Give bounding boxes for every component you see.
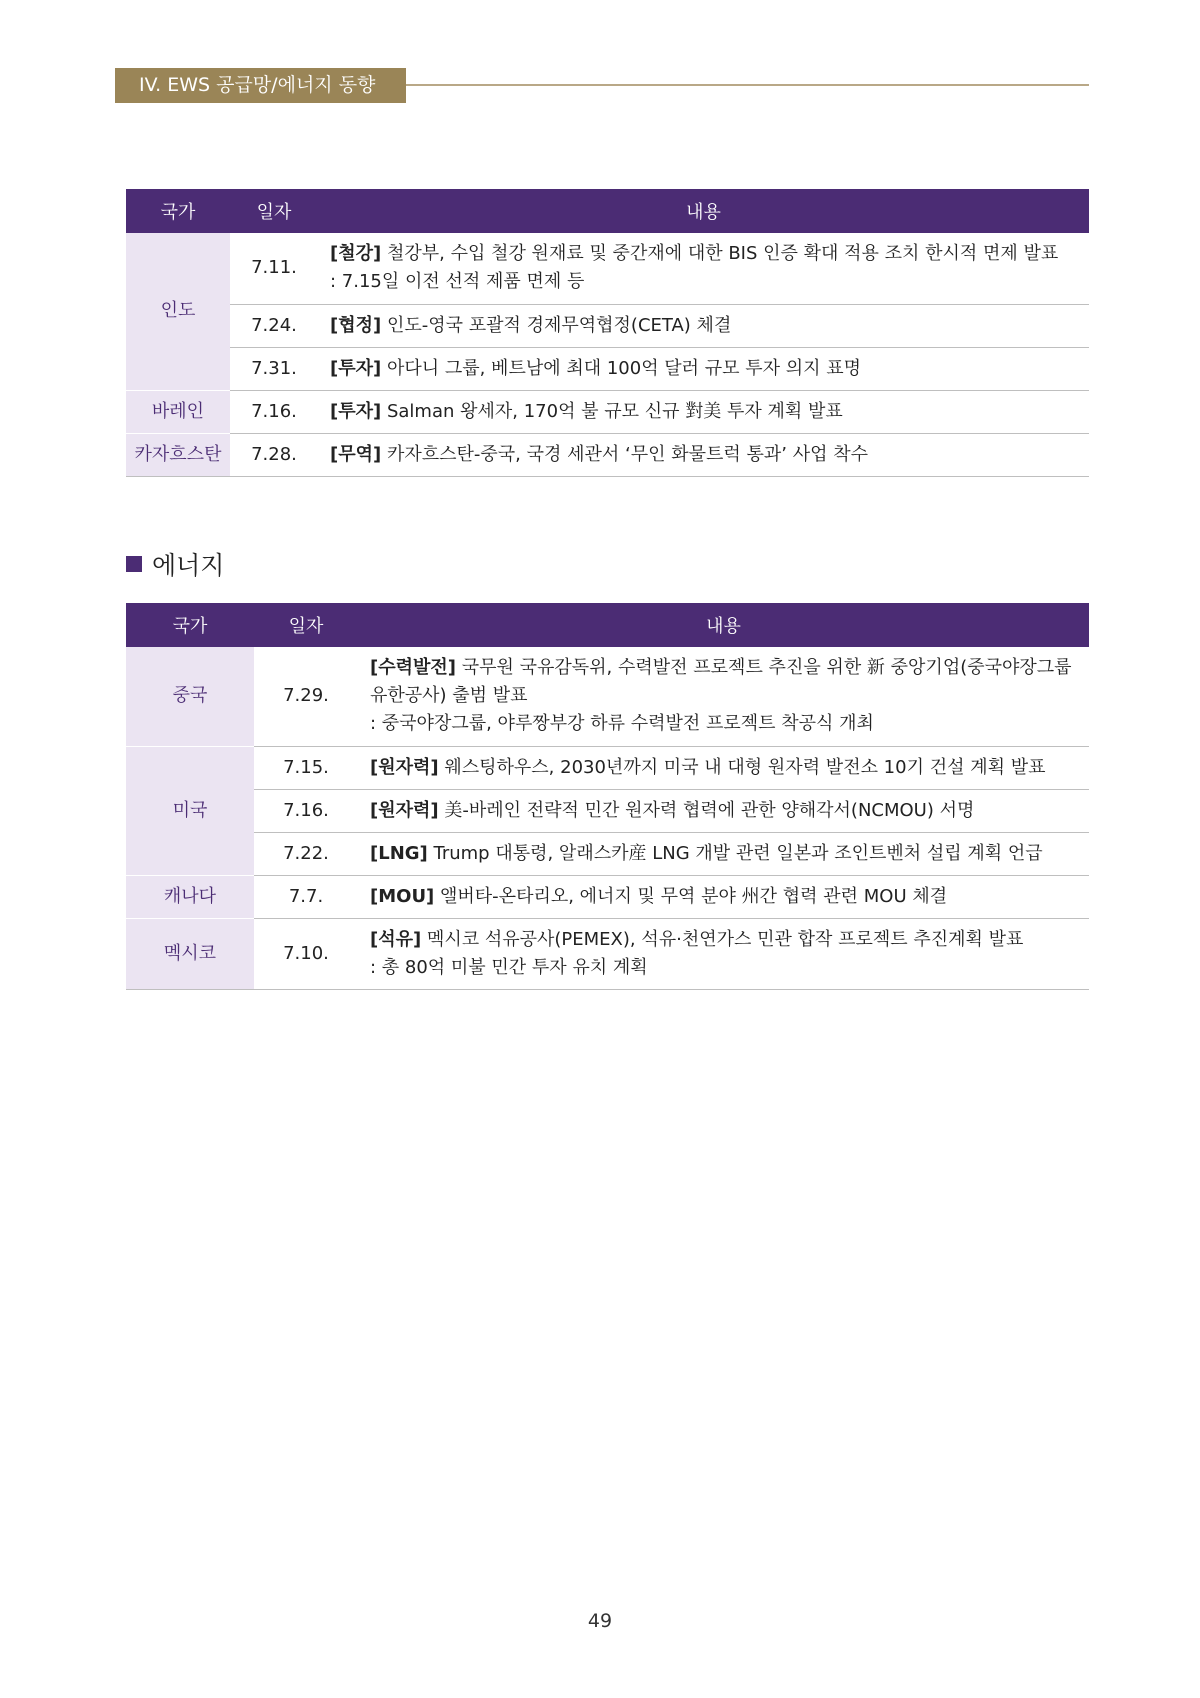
- date-cell: 7.15.: [254, 746, 358, 789]
- date-cell: 7.11.: [230, 233, 318, 304]
- country-cell: 카자흐스탄: [126, 433, 230, 476]
- category-tag: [수력발전]: [370, 657, 457, 679]
- table-row: [126, 347, 1089, 390]
- date-cell: 7.31.: [230, 347, 318, 390]
- header-country: 국가: [126, 603, 254, 647]
- content-cell: [358, 789, 1089, 832]
- category-tag: [LNG]: [370, 842, 428, 864]
- content-text: 美-바레인 전략적 민간 원자력 협력에 관한 양해각서(NCMOU) 서명: [438, 799, 975, 821]
- content-subline: : 중국야장그룹, 야루짱부강 하류 수력발전 프로젝트 착공식 개최: [370, 713, 874, 735]
- table-row: [126, 746, 1089, 789]
- category-tag: [원자력]: [370, 756, 439, 778]
- section-title: 에너지: [152, 551, 225, 580]
- category-tag: [MOU]: [370, 885, 435, 907]
- chapter-header: [115, 68, 406, 103]
- table-row: [126, 304, 1089, 347]
- content-subline: : 총 80억 미불 민간 투자 유치 계획: [370, 956, 648, 978]
- date-cell: 7.7.: [254, 875, 358, 918]
- category-tag: [무역]: [330, 443, 382, 465]
- header-content: 내용: [318, 189, 1089, 233]
- content-text: Salman 왕세자, 170억 불 규모 신규 對美 투자 계획 발표: [381, 400, 843, 422]
- content-cell: [318, 433, 1089, 476]
- page-number: 49: [587, 1610, 613, 1632]
- content-text: 앨버타-온타리오, 에너지 및 무역 분야 州간 협력 관련 MOU 체결: [434, 885, 948, 907]
- content-cell: [318, 233, 1089, 304]
- date-cell: 7.16.: [230, 390, 318, 433]
- category-tag: [철강]: [330, 243, 382, 265]
- table-row: [126, 789, 1089, 832]
- energy-table: [126, 603, 1089, 990]
- country-cell: 멕시코: [126, 918, 254, 989]
- table-header-row: [126, 603, 1089, 647]
- content-cell: [358, 746, 1089, 789]
- country-cell: 중국: [126, 647, 254, 746]
- date-cell: 7.22.: [254, 832, 358, 875]
- date-cell: 7.16.: [254, 789, 358, 832]
- category-tag: [석유]: [370, 928, 422, 950]
- content-text: 인도-영국 포괄적 경제무역협정(CETA) 체결: [381, 314, 732, 336]
- header-country: 국가: [126, 189, 230, 233]
- table-header-row: [126, 189, 1089, 233]
- content-cell: [318, 347, 1089, 390]
- country-cell: 인도: [126, 233, 230, 390]
- table-row: [126, 233, 1089, 304]
- content-cell: [318, 390, 1089, 433]
- content-cell: [358, 918, 1089, 989]
- content-text: 멕시코 석유공사(PEMEX), 석유·천연가스 민관 합작 프로젝트 추진계획 발표: [421, 928, 1024, 950]
- country-cell: 미국: [126, 746, 254, 875]
- date-cell: 7.28.: [230, 433, 318, 476]
- content-cell: [318, 304, 1089, 347]
- supply-chain-table: [126, 189, 1089, 477]
- category-tag: [원자력]: [370, 799, 439, 821]
- content-text: 국무원 국유감독위, 수력발전 프로젝트 추진을 위한 新 중앙기업(중국야장그룹유한공사) 출범 발표: [370, 657, 1072, 707]
- table-row: [126, 390, 1089, 433]
- content-text: 철강부, 수입 철강 원재료 및 중간재에 대한 BIS 인증 확대 적용 조치 한시적 면제 발표: [381, 243, 1059, 265]
- header-date: 일자: [230, 189, 318, 233]
- energy-section-heading: [126, 546, 224, 582]
- table-row: [126, 918, 1089, 989]
- table-row: [126, 832, 1089, 875]
- table-row: [126, 433, 1089, 476]
- content-text: 웨스팅하우스, 2030년까지 미국 내 대형 원자력 발전소 10기 건설 계획 발표: [438, 756, 1046, 778]
- content-text: 카자흐스탄-중국, 국경 세관서 ‘무인 화물트럭 통과’ 사업 착수: [381, 443, 868, 465]
- content-text: Trump 대통령, 알래스카産 LNG 개발 관련 일본과 조인트벤처 설립 계획 언급: [427, 842, 1043, 864]
- header-content: 내용: [358, 603, 1089, 647]
- chapter-title: IV. EWS 공급망/에너지 동향: [139, 74, 376, 96]
- category-tag: [투자]: [330, 357, 382, 379]
- date-cell: 7.10.: [254, 918, 358, 989]
- country-cell: 캐나다: [126, 875, 254, 918]
- table-row: [126, 647, 1089, 746]
- category-tag: [협정]: [330, 314, 382, 336]
- date-cell: 7.24.: [230, 304, 318, 347]
- date-cell: 7.29.: [254, 647, 358, 746]
- content-cell: [358, 647, 1089, 746]
- content-cell: [358, 875, 1089, 918]
- country-cell: 바레인: [126, 390, 230, 433]
- content-subline: : 7.15일 이전 선적 제품 면제 등: [330, 271, 585, 293]
- content-text: 아다니 그룹, 베트남에 최대 100억 달러 규모 투자 의지 표명: [381, 357, 862, 379]
- content-cell: [358, 832, 1089, 875]
- table-row: [126, 875, 1089, 918]
- header-rule: [406, 84, 1089, 86]
- bullet-square-icon: [126, 556, 142, 572]
- category-tag: [투자]: [330, 400, 382, 422]
- header-date: 일자: [254, 603, 358, 647]
